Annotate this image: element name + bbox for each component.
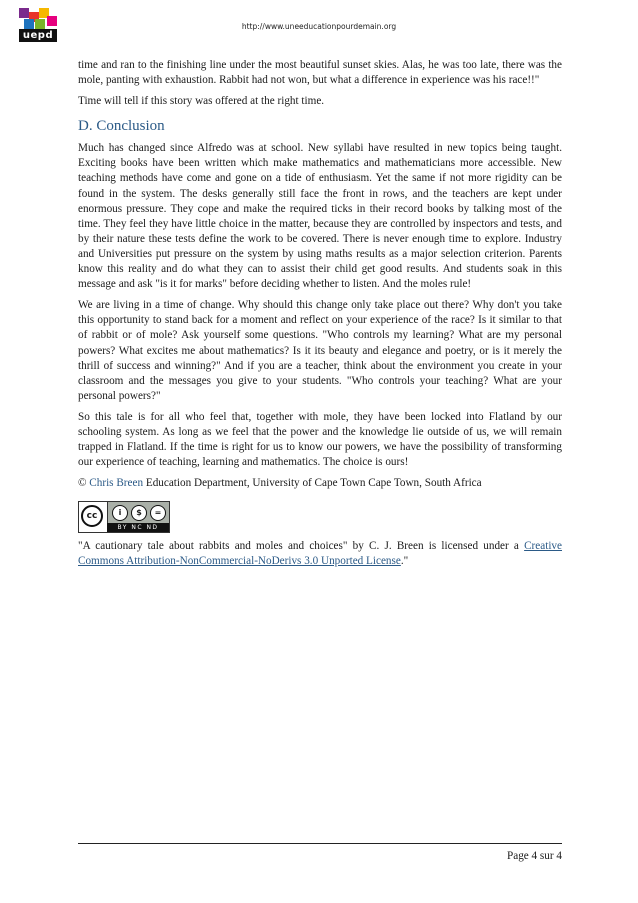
attribution-icon: i bbox=[112, 505, 128, 521]
logo-text: uepd bbox=[19, 29, 57, 42]
section-heading-conclusion: D. Conclusion bbox=[78, 118, 165, 135]
noncommercial-icon: $ bbox=[131, 505, 147, 521]
intro-paragraph-2: Time will tell if this story was offered at the right time. bbox=[78, 95, 325, 108]
author-affiliation: Education Department, University of Cape Town Cape Town, South Africa bbox=[143, 477, 482, 490]
license-text-after: ." bbox=[400, 555, 409, 568]
license-statement bbox=[78, 539, 562, 569]
cc-badge-strip bbox=[107, 523, 169, 532]
noderivs-icon: = bbox=[150, 505, 166, 521]
cc-icon: cc bbox=[81, 505, 103, 527]
copyright-symbol: © bbox=[78, 477, 87, 490]
conclusion-paragraph-3: So this tale is for all who feel that, together with mole, they have been locked into Flatland by our schooling system. As long as we feel that the power and the knowledge lie outside of us, we will remain trapped in Flatland. If the time is right for us to know our powers, we have the possibility of transforming our experience of teaching, learning and mathematics. The choice is ours! bbox=[78, 410, 562, 469]
logo-square-purple bbox=[19, 8, 29, 18]
document-body bbox=[78, 58, 562, 576]
author-link[interactable]: Chris Breen bbox=[89, 477, 144, 490]
header-url: http://www.uneeducationpourdemain.org bbox=[241, 22, 397, 31]
conclusion-paragraph-2: We are living in a time of change. Why should this change only take place out there? Why don't you take this opportunity to stand back for a moment and reflect on your experience of the race? Is it similar to that of rabbit or of mole? Ask yourself some questions. "Who controls my learning? What are my personal powers? What excites me about mathematics? Is it its beauty and elegance and poetry, or is it merely the thrill of success and winning?" And if you are a teacher, think about the environment you create in your classroom and the messages you give to your students. "Who controls your teaching? What are your personal powers?" bbox=[78, 299, 562, 402]
badge-label-by: BY bbox=[117, 524, 128, 532]
author-credit bbox=[78, 476, 562, 491]
conclusion-paragraph-1: Much has changed since Alfredo was at school. New syllabi have resulted in new topics being taught. Exciting books have been written which make mathematics and mathematicians more accessible. New teaching methods have come and gone on a tide of enthusiasm. Yet the same if not more rigidity can be found in the system. The desks generally still face the front in rows, and the teachers are kept under enormous pressure. They cope and make the required ticks in their record books by talking most of the time. They feel they have little choice in the matter, because they are controlled by inspectors and tests, and by their nature these tests define the work to be covered. There is never enough time to explore. Industry and Universities put pressure on the system by using maths results as a major selection criterion. Parents know this reality and do what they can to assist their child get good results. And students soak in this message and ask "is it for marks" before deciding whether to listen. And the moles rule! bbox=[78, 142, 562, 291]
footer-divider bbox=[78, 843, 562, 844]
page-number: Page 4 sur 4 bbox=[507, 850, 562, 862]
badge-label-nd: ND bbox=[146, 524, 159, 532]
license-text-before: "A cautionary tale about rabbits and moles and choices" by C. J. Breen is licensed under a bbox=[78, 540, 525, 553]
cc-badge-left-panel bbox=[79, 502, 108, 532]
intro-paragraph-1: time and ran to the finishing line under the most beautiful sunset skies. Alas, he was too late, there was the mole, panting with exhaustion. Rabbit had not won, but what a difference in experience was his race!!" bbox=[78, 59, 562, 87]
cc-license-badge[interactable] bbox=[78, 501, 170, 533]
badge-label-nc: NC bbox=[131, 524, 144, 532]
license-link[interactable]: Creative Commons Attribution-NonCommercial-NoDerivs 3.0 Unported License bbox=[78, 540, 562, 568]
